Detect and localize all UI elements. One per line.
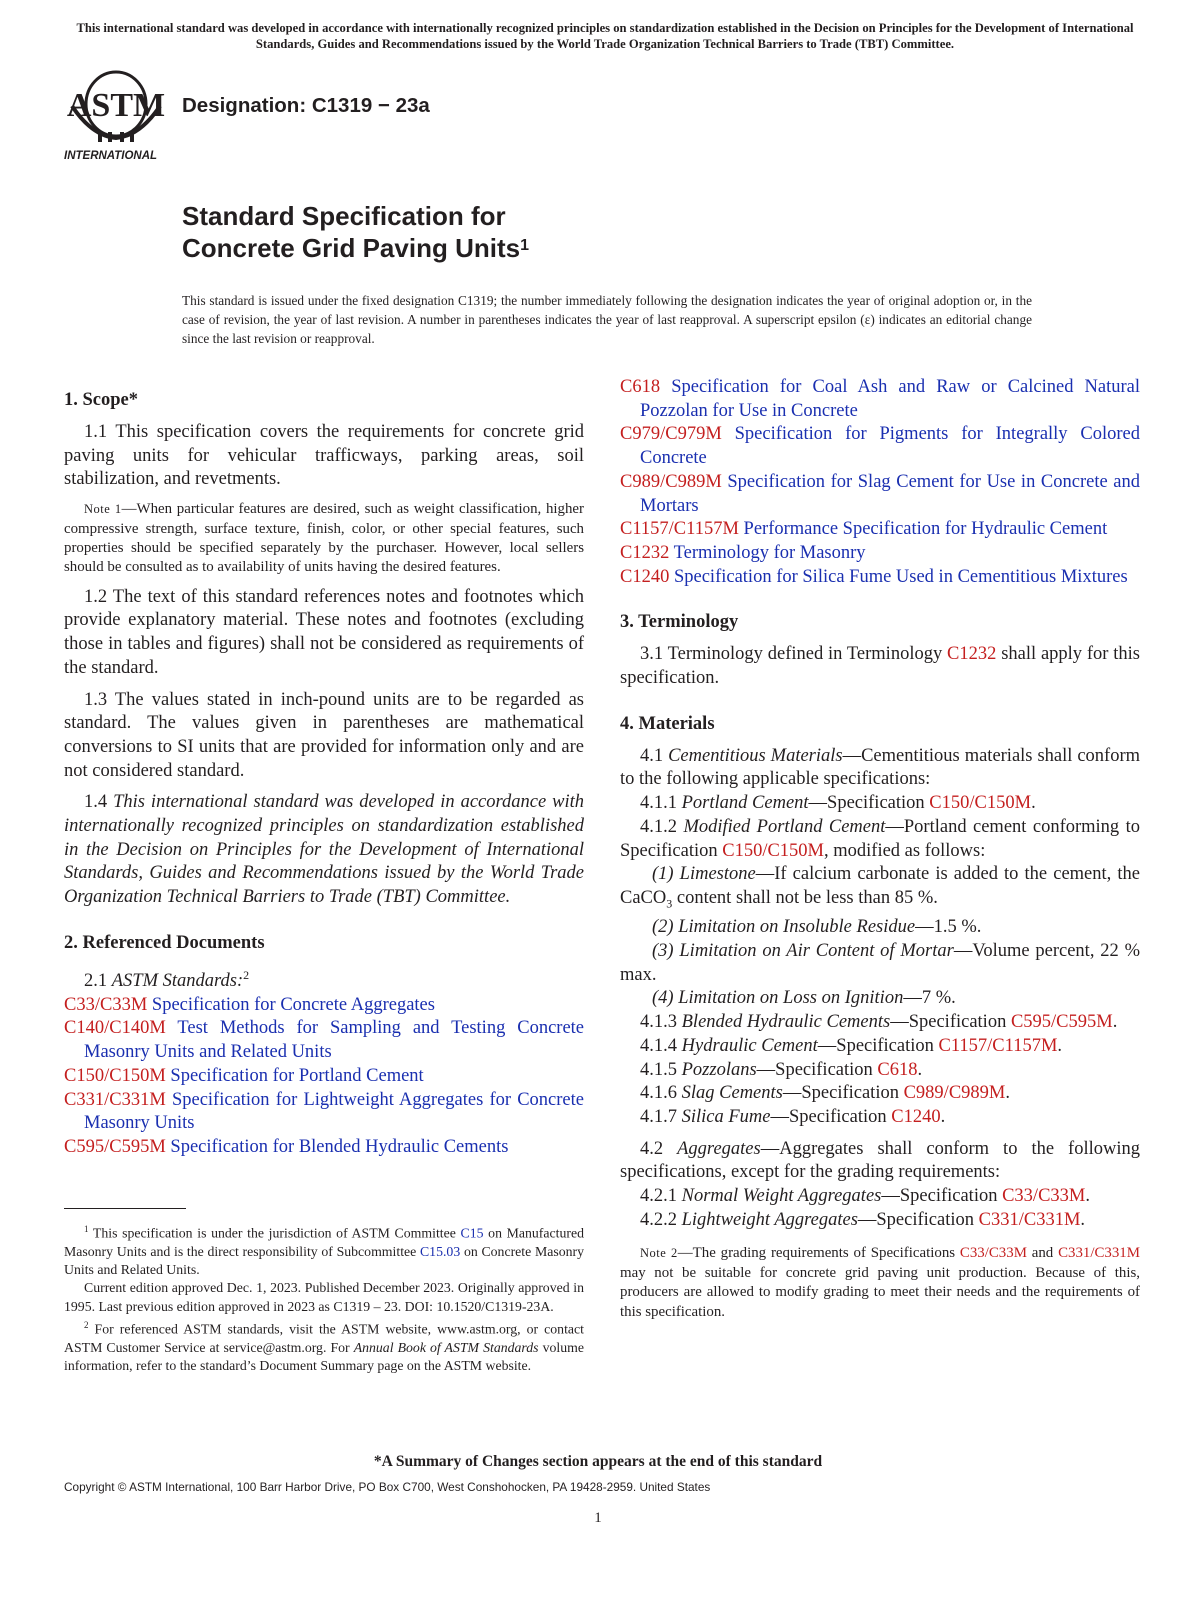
p4-1-2-term: Modified Portland Cement — [683, 816, 886, 837]
p4-1-1-num: 4.1.1 — [640, 793, 677, 814]
paragraph-4-1-1: 4.1.1 Portland Cement—Specification C150/C150M. — [640, 793, 1036, 814]
title-line-1: Standard Specification for — [182, 201, 506, 231]
p4-1-7-num: 4.1.7 — [640, 1106, 677, 1127]
footnote-2-text-a: For referenced ASTM standards, visit the ASTM website, www.astm.org, or contact ASTM Customer Service at service@astm.org. For — [64, 1321, 584, 1355]
footnotes — [64, 1220, 584, 1376]
p4-2-1-num: 4.2.1 — [640, 1186, 677, 1207]
note-2 — [620, 1244, 1140, 1322]
mod4-text: —7 %. — [903, 988, 956, 1009]
paragraph-2-1-mark: 2 — [243, 967, 250, 982]
page-number: 1 — [594, 1510, 602, 1526]
ref-item[interactable] — [64, 994, 584, 1018]
paragraph-1-2: 1.2 The text of this standard references notes and footnotes which provide explanatory material. These notes and footnotes (excluding those in tables and figures) shall not be considered as requirements of the standard. — [64, 586, 584, 678]
ref-title-link[interactable]: Specification for Blended Hydraulic Cements — [170, 1136, 509, 1157]
p4-2-1-term: Normal Weight Aggregates — [681, 1186, 882, 1207]
note-2-text-b: and — [1026, 1245, 1059, 1262]
paragraph-2-1-text: ASTM Standards: — [111, 971, 244, 992]
note-2-label: Note 2 — [640, 1246, 678, 1261]
ref-item[interactable] — [620, 518, 1140, 542]
ref-item[interactable] — [620, 423, 1140, 470]
note-1-label: Note 1 — [84, 502, 122, 517]
ref-title-link[interactable]: Terminology for Masonry — [673, 542, 866, 563]
ref-code-link[interactable]: C331/C331M — [64, 1089, 166, 1110]
mod1-text-b: content shall not be less than 85 %. — [672, 887, 938, 908]
spec-link[interactable]: C1157/C1157M — [938, 1035, 1058, 1056]
modification-3 — [620, 940, 1140, 987]
footnote-1-mark: 1 — [84, 1224, 89, 1234]
paragraph-4-1-4: 4.1.4 Hydraulic Cement—Specification C1157/C1157M. — [640, 1035, 1063, 1056]
paragraph-4-2-2: 4.2.2 Lightweight Aggregates—Specification C331/C331M. — [640, 1209, 1086, 1230]
astm-logo — [62, 66, 174, 166]
ref-item[interactable] — [64, 1136, 584, 1160]
footnote-link-c15-03[interactable]: C15.03 — [419, 1243, 461, 1259]
ref-item[interactable] — [64, 1017, 584, 1064]
ref-item[interactable] — [64, 1065, 584, 1089]
ref-title-link[interactable]: Performance Specification for Hydraulic Cement — [743, 519, 1108, 540]
p4-1-4-num: 4.1.4 — [640, 1035, 677, 1056]
footnote-1-text-c: on Concrete Masonry Units and Related Units. — [64, 1243, 584, 1278]
footnote-2-italic: Annual Book of ASTM Standards — [353, 1339, 539, 1355]
ref-code-link[interactable]: C595/C595M — [64, 1136, 166, 1157]
mod1-text-a: —If calcium carbonate is added to the cement, the CaCO — [620, 864, 1140, 908]
ref-code-link[interactable]: C1232 — [620, 542, 670, 563]
p4-1-7-term: Silica Fume — [681, 1106, 771, 1127]
modification-2 — [620, 916, 1140, 940]
footnote-1-text-b: on Manufactured Masonry Units and is the direct responsibility of Subcommittee — [64, 1225, 585, 1259]
mod1-sub: 3 — [666, 896, 673, 911]
spec-link[interactable]: C33/C33M — [1002, 1186, 1086, 1207]
p4-1-term: Cementitious Materials — [668, 745, 843, 766]
ref-item[interactable] — [620, 542, 1140, 566]
referenced-list-right — [620, 376, 1140, 589]
footnote-2 — [64, 1316, 584, 1375]
paragraph-3-1-text-b: shall apply for this specification. — [620, 644, 1141, 689]
paragraph-3-1-text-a: 3.1 Terminology defined in Terminology — [640, 644, 948, 665]
paragraph-4-1-3: 4.1.3 Blended Hydraulic Cements—Specification C595/C595M. — [640, 1012, 1118, 1033]
footnote-1 — [64, 1220, 584, 1279]
p4-1-6-text: —Specification — [782, 1083, 904, 1104]
ref-code-link[interactable]: C150/C150M — [64, 1065, 166, 1086]
p4-1-3-term: Blended Hydraulic Cements — [681, 1012, 891, 1033]
p4-2-2-term: Lightweight Aggregates — [681, 1209, 858, 1230]
paragraph-1-4 — [64, 791, 584, 910]
paragraph-1-4-num: 1.4 — [84, 792, 108, 813]
p4-1-2-after: , modified as follows: — [824, 840, 986, 861]
note-2-text-a: —The grading requirements of Specifications — [677, 1245, 960, 1262]
document-title — [182, 200, 529, 264]
left-column — [64, 389, 584, 1160]
p4-1-2-num: 4.1.2 — [640, 816, 677, 837]
section-heading-terminology: 3. Terminology — [620, 612, 739, 633]
p4-1-6-term: Slag Cements — [681, 1083, 783, 1104]
ref-code-link[interactable]: C140/C140M — [64, 1018, 166, 1039]
p4-1-4-text: —Specification — [817, 1035, 939, 1056]
paragraph-4-1 — [620, 745, 1140, 792]
p4-1-2-text: —Portland cement conforming to Specification — [620, 816, 1140, 861]
p4-1-5-num: 4.1.5 — [640, 1059, 677, 1080]
modification-1 — [620, 863, 1140, 916]
copyright: Copyright © ASTM International, 100 Barr Harbor Drive, PO Box C700, West Conshohocken, PA 19428-2959. United States — [64, 1480, 711, 1494]
right-column — [620, 376, 1140, 1330]
ref-code-link[interactable]: C1240 — [620, 566, 670, 587]
mod3-term: (3) Limitation on Air Content of Mortar — [652, 941, 954, 962]
p4-2-text: —Aggregates shall conform to the following specifications, except for the grading requirements: — [620, 1138, 1140, 1183]
ref-item[interactable] — [620, 471, 1140, 518]
p4-1-1-text: —Specification — [808, 793, 930, 814]
spec-link[interactable]: C331/C331M — [978, 1209, 1081, 1230]
footnote-divider — [64, 1208, 186, 1209]
ref-code-link[interactable]: C33/C33M — [64, 994, 148, 1015]
ref-title-link[interactable]: Specification for Pigments for Integrally Colored Concrete — [640, 424, 1141, 469]
p4-1-5-text: —Specification — [756, 1059, 878, 1080]
p4-1-3-text: —Specification — [890, 1012, 1011, 1033]
issuance-statement: This standard is issued under the fixed designation C1319; the number immediately following the designation indicates the year of original adoption or, in the case of revision, the year of last revision. A number in parentheses indicates the year of last reapproval. A superscript epsilon (ε) indicates an editorial change since the last revision or reapproval. — [182, 293, 1032, 346]
paragraph-1-3: 1.3 The values stated in inch-pound units are to be regarded as standard. The values given in parentheses are mathematical conversions to SI units that are provided for information only and are not considered standard. — [64, 689, 584, 781]
mod2-term: (2) Limitation on Insoluble Residue — [652, 917, 916, 938]
link-c1232[interactable]: C1232 — [947, 644, 997, 665]
ref-item[interactable] — [64, 1089, 584, 1136]
section-heading-referenced: 2. Referenced Documents — [64, 932, 265, 953]
p4-1-6-num: 4.1.6 — [640, 1083, 677, 1104]
section-heading-scope: 1. Scope* — [64, 390, 138, 410]
p4-1-7-text: —Specification — [770, 1106, 892, 1127]
spec-link[interactable]: C595/C595M — [1010, 1012, 1113, 1033]
paragraph-4-1-2 — [620, 816, 1140, 863]
title-footnote-mark: 1 — [520, 237, 529, 254]
paragraph-4-1-6: 4.1.6 Slag Cements—Specification C989/C989M. — [640, 1083, 1010, 1104]
p4-2-2-text: —Specification — [857, 1209, 979, 1230]
ref-code-link[interactable]: C618 — [620, 377, 661, 397]
spec-link[interactable]: C331/C331M — [1058, 1245, 1140, 1262]
ref-title-link[interactable]: Specification for Lightweight Aggregates for Concrete Masonry Units — [84, 1089, 584, 1134]
mod1-term: (1) Limestone — [652, 864, 756, 885]
spec-link[interactable]: C150/C150M — [722, 840, 825, 861]
ref-item[interactable] — [620, 566, 1140, 590]
paragraph-1-1: 1.1 This specification covers the requirements for concrete grid paving units for vehicular trafficways, parking areas, soil stabilization, and revetments. — [64, 422, 584, 490]
p4-1-num: 4.1 — [640, 745, 664, 766]
spec-link[interactable]: C1240 — [891, 1106, 941, 1127]
title-line-2: Concrete Grid Paving Units — [182, 233, 521, 263]
header-notice: This international standard was developed in accordance with internationally recognized principles on standardization established in the Decision on Principles for the Development of International Standards, Guides and Recommendations issued by the World Trade Organization Technical Barriers to Trade (TBT) Committee. — [76, 21, 1134, 51]
designation: Designation: C1319 − 23a — [182, 94, 430, 117]
footnote-1-text-a: This specification is under the jurisdiction of ASTM Committee — [88, 1225, 461, 1241]
ref-code-link[interactable]: C989/C989M — [620, 471, 722, 492]
paragraph-4-2-1: 4.2.1 Normal Weight Aggregates—Specification C33/C33M. — [640, 1186, 1090, 1207]
paragraph-2-1 — [64, 964, 584, 994]
ref-item[interactable] — [620, 376, 1140, 423]
paragraph-4-2 — [620, 1138, 1140, 1185]
footnote-2-text-b: volume information, refer to the standard’s Document Summary page on the ASTM website. — [64, 1339, 584, 1374]
ref-code-link[interactable]: C979/C979M — [620, 424, 722, 445]
spec-link[interactable]: C989/C989M — [903, 1083, 1006, 1104]
paragraph-1-4-text: This international standard was developed in accordance with internationally recognized principles on standardization established in the Decision on Principles for the Development of International Standards, Guides and Recommendations issued by the World Trade Organization Technical Barriers to Trade (TBT) Committee. — [64, 792, 585, 908]
referenced-list-left — [64, 994, 584, 1160]
paragraph-2-1-num: 2.1 — [84, 971, 108, 992]
ref-title-link[interactable]: Specification for Slag Cement for Use in Concrete and Mortars — [640, 471, 1141, 516]
astm-logo-mark — [67, 72, 165, 142]
p4-1-3-num: 4.1.3 — [640, 1012, 677, 1033]
spec-link[interactable]: C150/C150M — [929, 793, 1032, 814]
note-1-text: —When particular features are desired, such as weight classification, higher compressive strength, surface texture, finish, color, or other special features, such properties should be specified separately by the purchaser. However, local sellers should be consulted as to availability of units having the desired features. — [64, 501, 584, 576]
footnote-link-c15[interactable]: C15 — [460, 1225, 484, 1241]
mod3-text: —Volume percent, 22 % max. — [620, 941, 1140, 985]
p4-2-num: 4.2 — [640, 1138, 664, 1159]
note-1 — [64, 500, 584, 578]
p4-1-text: —Cementitious materials shall conform to the following applicable specifications: — [620, 745, 1141, 790]
p4-2-term: Aggregates — [677, 1138, 761, 1159]
ref-title-link[interactable]: Specification for Portland Cement — [170, 1065, 424, 1086]
paragraph-4-1-5: 4.1.5 Pozzolans—Specification C618. — [640, 1059, 923, 1080]
note-2-text-c: may not be suitable for concrete grid paving unit production. Because of this, producers are allowed to modify grading to meet their needs and the requirements of this specification. — [620, 1264, 1140, 1320]
p4-1-1-term: Portland Cement — [681, 793, 809, 814]
p4-1-4-term: Hydraulic Cement — [681, 1035, 818, 1056]
logo-subtitle: INTERNATIONAL — [64, 150, 158, 162]
summary-of-changes-notice: *A Summary of Changes section appears at the end of this standard — [373, 1453, 823, 1470]
footnote-1-edition: Current edition approved Dec. 1, 2023. Published December 2023. Originally approved in 1995. Last previous edition approved in 2023 as C1319 – 23. DOI: 10.1520/C1319-23A. — [64, 1280, 584, 1314]
ref-title-link[interactable]: Test Methods for Sampling and Testing Concrete Masonry Units and Related Units — [84, 1018, 585, 1063]
ref-code-link[interactable]: C1157/C1157M — [620, 519, 739, 540]
paragraph-4-1-7: 4.1.7 Silica Fume—Specification C1240. — [640, 1106, 946, 1127]
paragraph-3-1 — [620, 643, 1140, 690]
p4-2-2-num: 4.2.2 — [640, 1209, 677, 1230]
footnote-2-mark: 2 — [84, 1320, 89, 1331]
ref-title-link[interactable]: Specification for Silica Fume Used in Cementitious Mixtures — [673, 566, 1128, 587]
spec-link[interactable]: C618 — [877, 1059, 918, 1080]
ref-title-link[interactable]: Specification for Coal Ash and Raw or Calcined Natural Pozzolan for Use in Concrete — [640, 377, 1141, 421]
spec-link[interactable]: C33/C33M — [959, 1245, 1027, 1262]
modification-4 — [620, 987, 1140, 1011]
section-heading-materials: 4. Materials — [620, 713, 715, 734]
p4-2-1-text: —Specification — [881, 1186, 1003, 1207]
mod4-term: (4) Limitation on Loss on Ignition — [652, 988, 904, 1009]
p4-1-5-term: Pozzolans — [681, 1059, 757, 1080]
logo-letters: ASTM — [66, 87, 166, 124]
mod2-text: —1.5 %. — [915, 917, 982, 938]
ref-title-link[interactable]: Specification for Concrete Aggregates — [151, 994, 435, 1015]
